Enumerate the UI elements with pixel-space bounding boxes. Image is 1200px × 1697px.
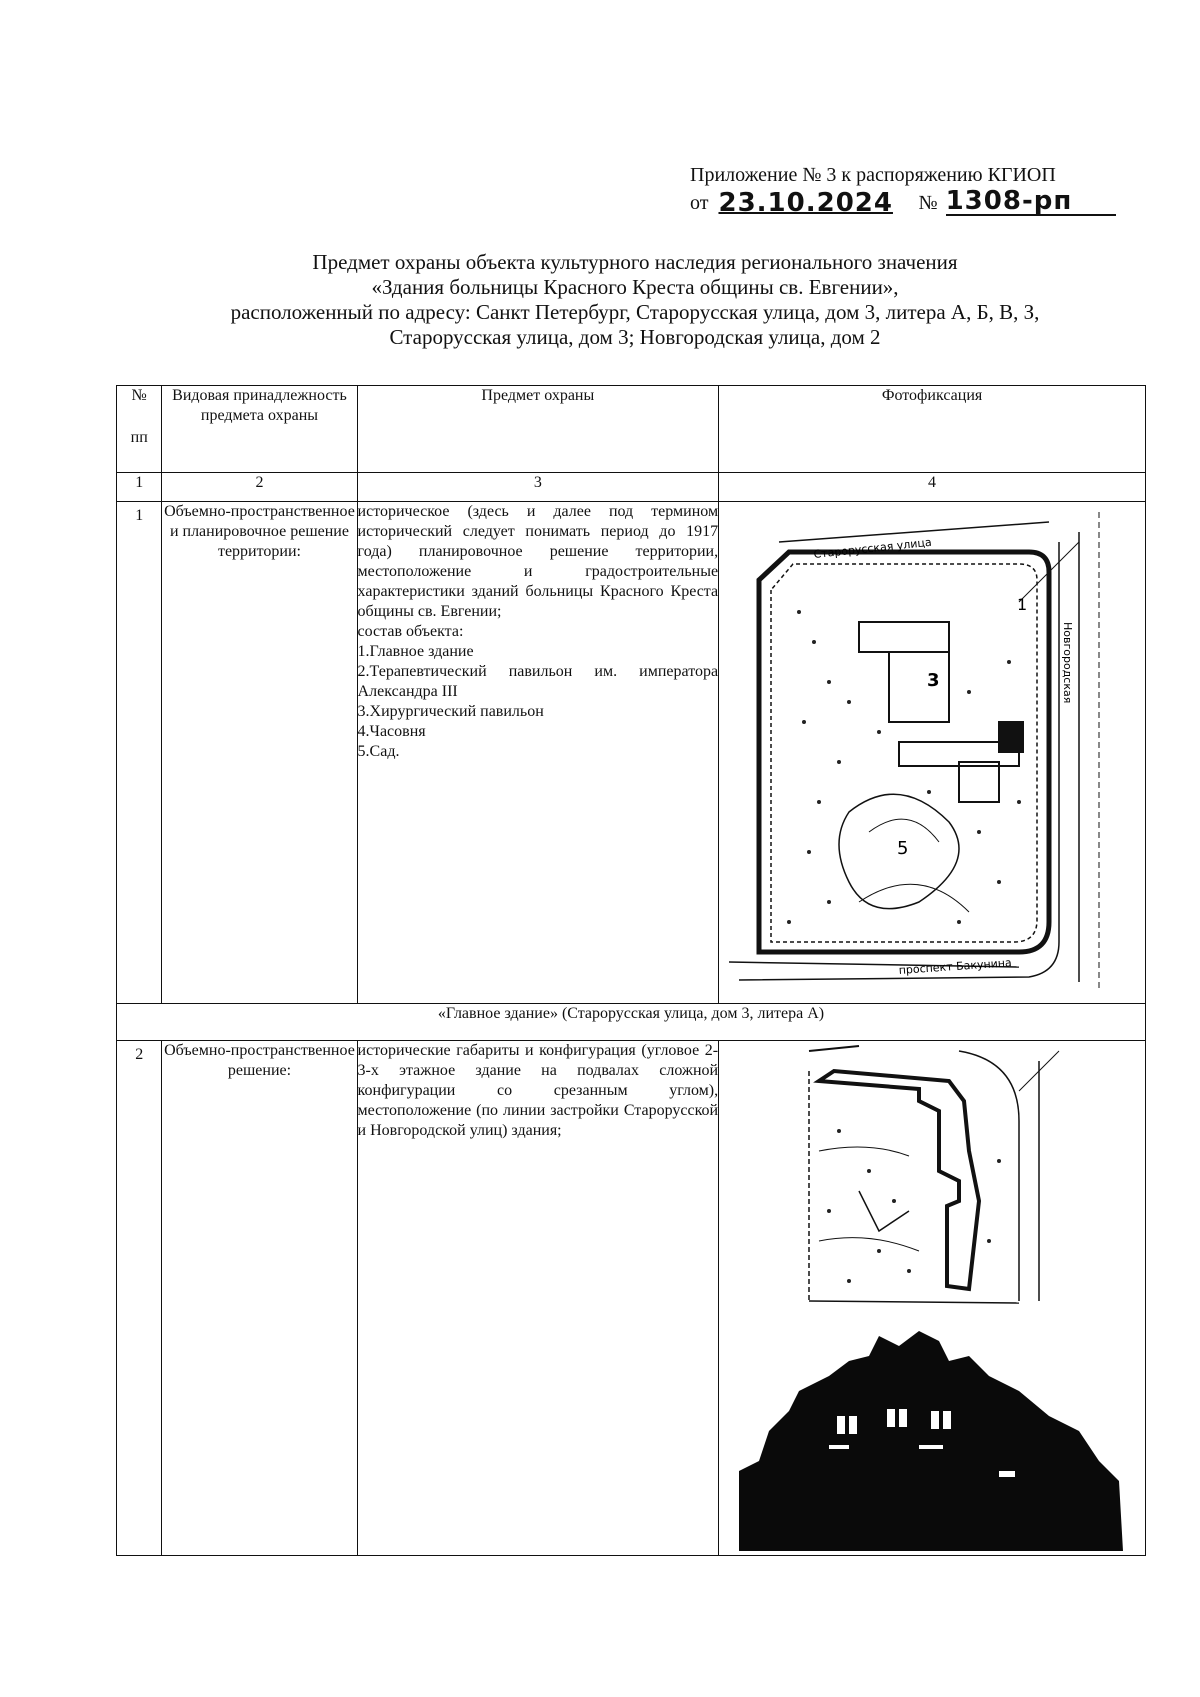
header-number <box>117 386 162 473</box>
title-line-4: Старорусская улица, дом 3; Новгородская улица, дом 2 <box>389 325 881 349</box>
section-row <box>117 1004 1146 1041</box>
from-label: от <box>690 192 709 214</box>
row-subject: исторические габариты и конфигурация (угловое 2-3-х этажное здание на подвалах сложной конфигурации со срезанным углом), местоположение (по линии застройки Старорусской и Новгородской улиц) здания; <box>357 1041 719 1556</box>
column-number: 4 <box>719 473 1146 502</box>
building-plan <box>719 1041 1143 1321</box>
handwritten-number: 1308-рп <box>946 188 1116 216</box>
section-title: «Главное здание» (Старорусская улица, дом 3, литера А) <box>117 1004 1146 1041</box>
composition-item: 5.Сад. <box>357 743 400 760</box>
column-number: 1 <box>117 473 162 502</box>
annex-header <box>690 162 1116 216</box>
building-photos <box>719 1041 1146 1556</box>
composition-item: 4.Часовня <box>357 723 426 740</box>
title-line-2: «Здания больницы Красного Креста общины св. Евгении», <box>371 275 899 299</box>
column-number: 2 <box>162 473 357 502</box>
document-title <box>120 250 1150 350</box>
header-pp: пп <box>130 429 148 446</box>
row-kind: Объемно-пространственное и планировочное решение территории: <box>162 502 357 1004</box>
site-plan-photo <box>719 502 1146 1004</box>
title-line-3: расположенный по адресу: Санкт Петербург, Старорусская улица, дом 3, литера А, Б, В, З, <box>230 300 1040 324</box>
building-facade-photo <box>719 1321 1143 1551</box>
map-label-street-top: Старорусская улица <box>813 535 933 561</box>
map-label-1: 1 <box>1017 595 1028 614</box>
header-number-sign: № <box>131 387 147 404</box>
number-label: № <box>918 192 938 214</box>
composition-item: 1.Главное здание <box>357 643 474 660</box>
handwritten-date: 23.10.2024 <box>718 188 893 218</box>
map-label-street-bottom: проспект Бакунина <box>898 956 1013 977</box>
table-row <box>117 1041 1146 1556</box>
composition-label: состав объекта: <box>357 623 464 640</box>
annex-line: Приложение № 3 к распоряжению КГИОП <box>690 164 1056 186</box>
column-number-row <box>117 473 1146 502</box>
subject-paragraph: историческое (здесь и далее под термином исторический следует понимать период до 1917 года) планировочное решение территории, местоположение и градостроительные характеристики зданий больницы Красного Креста общины св. Евгении; <box>357 503 719 620</box>
protection-table <box>116 385 1146 1556</box>
column-number: 3 <box>357 473 719 502</box>
row-number: 1 <box>117 502 162 1004</box>
header-kind: Видовая принадлежность предмета охраны <box>162 386 357 473</box>
row-kind: Объемно-пространственное решение: <box>162 1041 357 1556</box>
row-number: 2 <box>117 1041 162 1556</box>
title-line-1: Предмет охраны объекта культурного наследия регионального значения <box>312 250 958 274</box>
composition-item: 3.Хирургический павильон <box>357 703 544 720</box>
map-label-3: 3 <box>927 670 940 691</box>
header-photo: Фотофиксация <box>719 386 1146 473</box>
header-subject: Предмет охраны <box>357 386 719 473</box>
annex-date-line <box>690 188 1116 216</box>
map-label-5: 5 <box>897 838 909 859</box>
map-label-street-right: Новгородская <box>1061 622 1075 704</box>
row-subject <box>357 502 719 1004</box>
site-plan-map <box>719 502 1143 1002</box>
table-row <box>117 502 1146 1004</box>
table-header-row <box>117 386 1146 473</box>
composition-item: 2.Терапевтический павильон им. императора Александра III <box>357 663 719 700</box>
